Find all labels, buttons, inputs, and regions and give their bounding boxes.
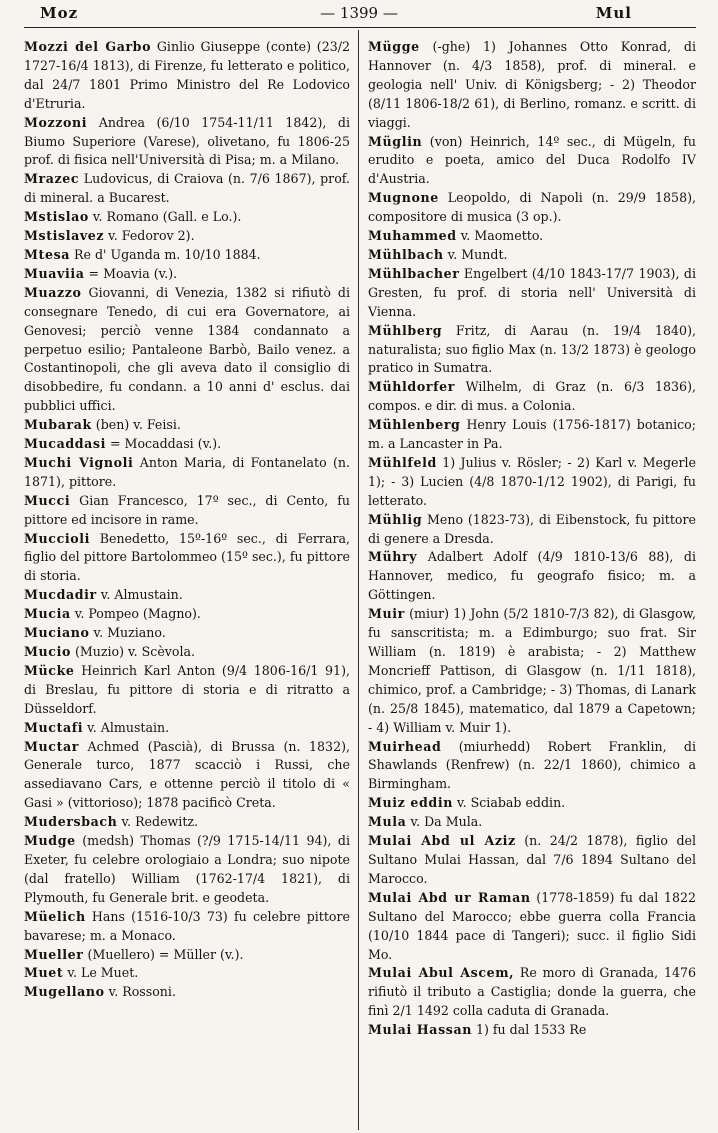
- entry-text: 1) fu dal 1533 Re: [471, 1022, 587, 1038]
- entry-headword: Mubarak: [24, 417, 92, 433]
- entry-headword: Muazzo: [24, 284, 82, 300]
- entry-headword: Mucci: [24, 492, 71, 508]
- entry-text: = Moavia (v.).: [84, 265, 178, 281]
- entry-headword: Mucia: [24, 606, 71, 622]
- dictionary-entry: [368, 189, 696, 227]
- dictionary-entry: [368, 454, 696, 511]
- dictionary-entry: [24, 170, 350, 208]
- entry-text: (von) Heinrich, 14º sec., di Mügeln, fu erudito e poeta, amico del Duca Rodolfo IV d'Austria.: [368, 133, 696, 187]
- entry-text: Re moro di Granada, 1476 rifiutò il tributo a Castiglia; donde la guerra, che finì 2/1 1492 colla caduta di Granada.: [368, 965, 696, 1019]
- entry-text: Andrea (6/10 1754-11/11 1842), di Biumo Superiore (Varese), olivetano, fu 1806-25 prof. di fisica nell'Università di Pisa; m. a Milano.: [24, 114, 350, 168]
- entry-headword: Mulai Abul Ascem,: [368, 965, 515, 981]
- dictionary-entry: [368, 813, 696, 832]
- dictionary-entry: [368, 548, 696, 605]
- dictionary-entry: [24, 983, 350, 1002]
- dictionary-entry: [24, 624, 350, 643]
- entry-text: v. Almustain.: [83, 719, 170, 735]
- entry-text: Re d' Uganda m. 10/10 1884.: [70, 246, 261, 262]
- entry-text: Fritz, di Aarau (n. 19/4 1840), naturalista; suo figlio Max (n. 13/2 1873) è geologo pratico in Sumatra.: [368, 322, 696, 376]
- dictionary-entry: [24, 492, 350, 530]
- entry-headword: Mühldorfer: [368, 379, 455, 395]
- dictionary-entry: [24, 454, 350, 492]
- dictionary-entry: [24, 908, 350, 946]
- dictionary-entry: [24, 284, 350, 416]
- dictionary-entry: [24, 738, 350, 814]
- entry-headword: Muctar: [24, 738, 79, 754]
- entry-text: v. Redewitz.: [117, 814, 199, 830]
- entry-text: Wilhelm, di Graz (n. 6/3 1836), compos. e dir. di mus. a Colonia.: [368, 379, 696, 414]
- dictionary-entry: [24, 530, 350, 587]
- entry-headword: Mudge: [24, 833, 76, 849]
- dictionary-entry: [368, 38, 696, 133]
- entry-text: (medsh) Thomas (?/9 1715-14/11 94), di Exeter, fu celebre orologiaio a Londra; suo nipote (dal fratello) William (1762-17/4 1821), di Plymouth, fu Generale brit. e geodeta.: [24, 833, 350, 905]
- entry-headword: Muctafi: [24, 719, 84, 735]
- dictionary-entry: [368, 246, 696, 265]
- entry-text: (Muzio) v. Scèvola.: [70, 644, 196, 659]
- entry-headword: Mrazec: [24, 171, 80, 187]
- entry-headword: Mozzi del Garbo: [24, 39, 152, 54]
- entry-headword: Mügge: [368, 39, 420, 54]
- entry-text: (Muellero) = Müller (v.).: [83, 946, 244, 962]
- entry-text: (n. 24/2 1878), figlio del Sultano Mulai Hassan, dal 7/6 1894 Sultano del Marocco.: [368, 833, 696, 886]
- entry-text: v. Muziano.: [89, 625, 166, 641]
- entry-headword: Mugellano: [24, 984, 105, 1000]
- entry-text: Henry Louis (1756-1817) botanico; m. a Lancaster in Pa.: [368, 417, 696, 452]
- entry-headword: Mudersbach: [24, 814, 118, 830]
- entry-headword: Muciano: [24, 625, 90, 641]
- entry-headword: Mühlenberg: [368, 417, 461, 433]
- dictionary-entry: [24, 38, 350, 114]
- header-left-guideword: Moz: [40, 4, 79, 22]
- dictionary-entry: [368, 1021, 696, 1040]
- dictionary-entry: [368, 378, 696, 416]
- entry-headword: Mula: [368, 814, 407, 830]
- entry-text: v. Da Mula.: [406, 814, 483, 830]
- entry-headword: Muir: [368, 606, 405, 622]
- entry-headword: Mulai Abd ul Aziz: [368, 833, 516, 849]
- dictionary-entry: [368, 133, 696, 190]
- entry-headword: Mtesa: [24, 246, 71, 262]
- entry-headword: Muiz eddin: [368, 795, 453, 811]
- entry-text: = Mocaddasi (v.).: [105, 436, 222, 452]
- dictionary-entry: [24, 964, 350, 983]
- dictionary-entry: [24, 662, 350, 719]
- dictionary-entry: [368, 889, 696, 965]
- entry-headword: Muchi Vignoli: [24, 454, 134, 470]
- dictionary-entry: [24, 605, 350, 624]
- entry-headword: Muaviia: [24, 265, 85, 281]
- dictionary-entry: [24, 246, 350, 265]
- entry-text: Adalbert Adolf (4/9 1810-13/6 88), di Hannover, medico, fu geografo fisico; m. a Göttingen.: [368, 549, 696, 603]
- column-divider: [358, 30, 359, 1130]
- dictionary-entry: [368, 738, 696, 795]
- dictionary-entry: [24, 227, 350, 246]
- entry-headword: Mühlfeld: [368, 454, 437, 470]
- entry-text: v. Sciabab eddin.: [452, 795, 566, 811]
- entry-headword: Mulai Hassan: [368, 1022, 472, 1038]
- entry-text: v. Maometto.: [456, 228, 544, 244]
- entry-headword: Muccioli: [24, 530, 90, 546]
- entry-text: v. Romano (Gall. e Lo.).: [88, 209, 242, 225]
- entry-text: (-ghe) 1) Johannes Otto Konrad, di Hannover (n. 4/3 1858), prof. di mineral. e geologia nell' Univ. di Königsberg; - 2) Theodor (8/11 1806-18/2 61), di Berlino, romanz. e scritt. di viaggi.: [368, 39, 696, 130]
- dictionary-entry: [368, 322, 696, 379]
- dictionary-entry: [24, 946, 350, 965]
- entry-headword: Mühlbach: [368, 246, 444, 262]
- entry-headword: Mühry: [368, 549, 418, 565]
- dictionary-entry: [368, 416, 696, 454]
- entry-headword: Mugnone: [368, 190, 439, 206]
- entry-text: Ludovicus, di Craiova (n. 7/6 1867), prof. di mineral. a Bucarest.: [24, 171, 350, 206]
- entry-text: v. Mundt.: [443, 246, 508, 262]
- page-number: — 1399 —: [320, 4, 398, 22]
- left-column: [24, 38, 350, 1002]
- entry-headword: Müelich: [24, 908, 86, 924]
- entry-text: 1) Julius v. Rösler; - 2) Karl v. Megerle 1); - 3) Lucien (4/8 1870-1/12 1902), di Parigi, fu letterato.: [368, 454, 696, 508]
- dictionary-entry: [24, 643, 350, 662]
- entry-headword: Muirhead: [368, 738, 442, 754]
- entry-text: (1778-1859) fu dal 1822 Sultano del Marocco; ebbe guerra colla Francia (10/10 1844 pace di Tangeri); succ. il figlio Sidi Mo.: [368, 889, 696, 962]
- entry-text: Engelbert (4/10 1843-17/7 1903), di Gresten, fu prof. di storia nell' Università di Vienna.: [368, 265, 696, 319]
- entry-headword: Mstislao: [24, 209, 89, 225]
- entry-headword: Mühlberg: [368, 322, 443, 338]
- page-header: [0, 0, 718, 26]
- dictionary-entry: [24, 719, 350, 738]
- entry-text: (miur) 1) John (5/2 1810-7/3 82), di Glasgow, fu sanscritista; m. a Edimburgo; suo frat. Sir William (n. 1819) è arabista; - 2) Matthew Moncrieff Pattison, di Glasgow (n. 1/11 1818), chimico, prof. a Cambridge; - 3) Thomas, di Lanark (n. 25/8 1845), matematico, dal 1879 a Capetown; - 4) William v. Muir 1).: [368, 606, 696, 735]
- dictionary-entry: [24, 832, 350, 908]
- entry-text: Hans (1516-10/3 73) fu celebre pittore bavarese; m. a Monaco.: [24, 908, 350, 943]
- entry-text: v. Le Muet.: [63, 965, 139, 981]
- entry-text: v. Almustain.: [96, 587, 183, 603]
- entry-headword: Mulai Abd ur Raman: [368, 889, 531, 905]
- entry-text: Heinrich Karl Anton (9/4 1806-16/1 91), di Breslau, fu pittore di storia e di ritratto a Düsseldorf.: [24, 662, 350, 716]
- entry-headword: Mueller: [24, 946, 84, 962]
- entry-headword: Mühlbacher: [368, 265, 460, 281]
- entry-text: Leopoldo, di Napoli (n. 29/9 1858), compositore di musica (3 op.).: [368, 190, 696, 225]
- entry-headword: Mühlig: [368, 511, 423, 527]
- right-column: [368, 38, 696, 1040]
- entry-text: Gian Francesco, 17º sec., di Cento, fu pittore ed incisore in rame.: [24, 492, 350, 527]
- entry-text: Achmed (Pascià), di Brussa (n. 1832), Generale turco, 1877 scacciò i Russi, che assediavano Cars, e ottenne perciò il titolo di « Gasi » (vittorioso); 1878 pacificò Creta.: [24, 738, 350, 811]
- dictionary-entry: [368, 605, 696, 737]
- entry-text: (miurhedd) Robert Franklin, di Shawlands (Renfrew) (n. 22/1 1860), chimico a Birmingham.: [368, 738, 696, 792]
- header-right-guideword: Mul: [595, 4, 632, 22]
- dictionary-entry: [24, 208, 350, 227]
- entry-headword: Mucio: [24, 644, 71, 659]
- entry-headword: Müglin: [368, 133, 423, 149]
- entry-text: Benedetto, 15º-16º sec., di Ferrara, figlio del pittore Bartolommeo (15º sec.), fu pittore di storia.: [24, 530, 350, 584]
- entry-headword: Mücke: [24, 662, 75, 678]
- entry-text: Anton Maria, di Fontanelato (n. 1871), pittore.: [24, 454, 351, 489]
- entry-text: v. Pompeo (Magno).: [70, 606, 201, 622]
- entry-text: Giovanni, di Venezia, 1382 si rifiutò di consegnare Tenedo, di cui era Governatore, ai Genovesi; perciò venne 1384 condannato a perpetuo esilio; Pantaleone Barbò, Bailo venez. a Costantinopoli, che gli aveva dato il consiglio di disobbedire, fu condann. a 10 anni d' esclus. dai pubblici uffici.: [24, 284, 350, 414]
- dictionary-entry: [24, 265, 350, 284]
- dictionary-entry: [24, 813, 350, 832]
- entry-headword: Mucaddasi: [24, 436, 106, 452]
- entry-headword: Muet: [24, 965, 64, 981]
- dictionary-entry: [368, 794, 696, 813]
- entry-text: Meno (1823-73), di Eibenstock, fu pittore di genere a Dresda.: [368, 511, 696, 546]
- dictionary-entry: [24, 416, 350, 435]
- dictionary-entry: [24, 586, 350, 605]
- header-rule: [24, 27, 696, 28]
- entry-text: v. Rossoni.: [104, 984, 176, 1000]
- entry-text: Ginlio Giuseppe (conte) (23/2 1727-16/4 1813), di Firenze, fu letterato e politico, dal 24/7 1801 Primo Ministro del Re Lodovico d'Etruria.: [24, 39, 350, 111]
- entry-headword: Mucdadir: [24, 587, 97, 603]
- entry-text: v. Fedorov 2).: [104, 228, 195, 244]
- dictionary-entry: [368, 964, 696, 1021]
- entry-headword: Muhammed: [368, 228, 457, 244]
- dictionary-entry: [368, 265, 696, 322]
- dictionary-entry: [368, 832, 696, 889]
- dictionary-entry: [24, 435, 350, 454]
- entry-headword: Mstislavez: [24, 228, 105, 244]
- dictionary-entry: [368, 511, 696, 549]
- entry-headword: Mozzoni: [24, 114, 88, 130]
- entry-text: (ben) v. Feisi.: [91, 417, 181, 433]
- dictionary-entry: [368, 227, 696, 246]
- dictionary-entry: [24, 114, 350, 171]
